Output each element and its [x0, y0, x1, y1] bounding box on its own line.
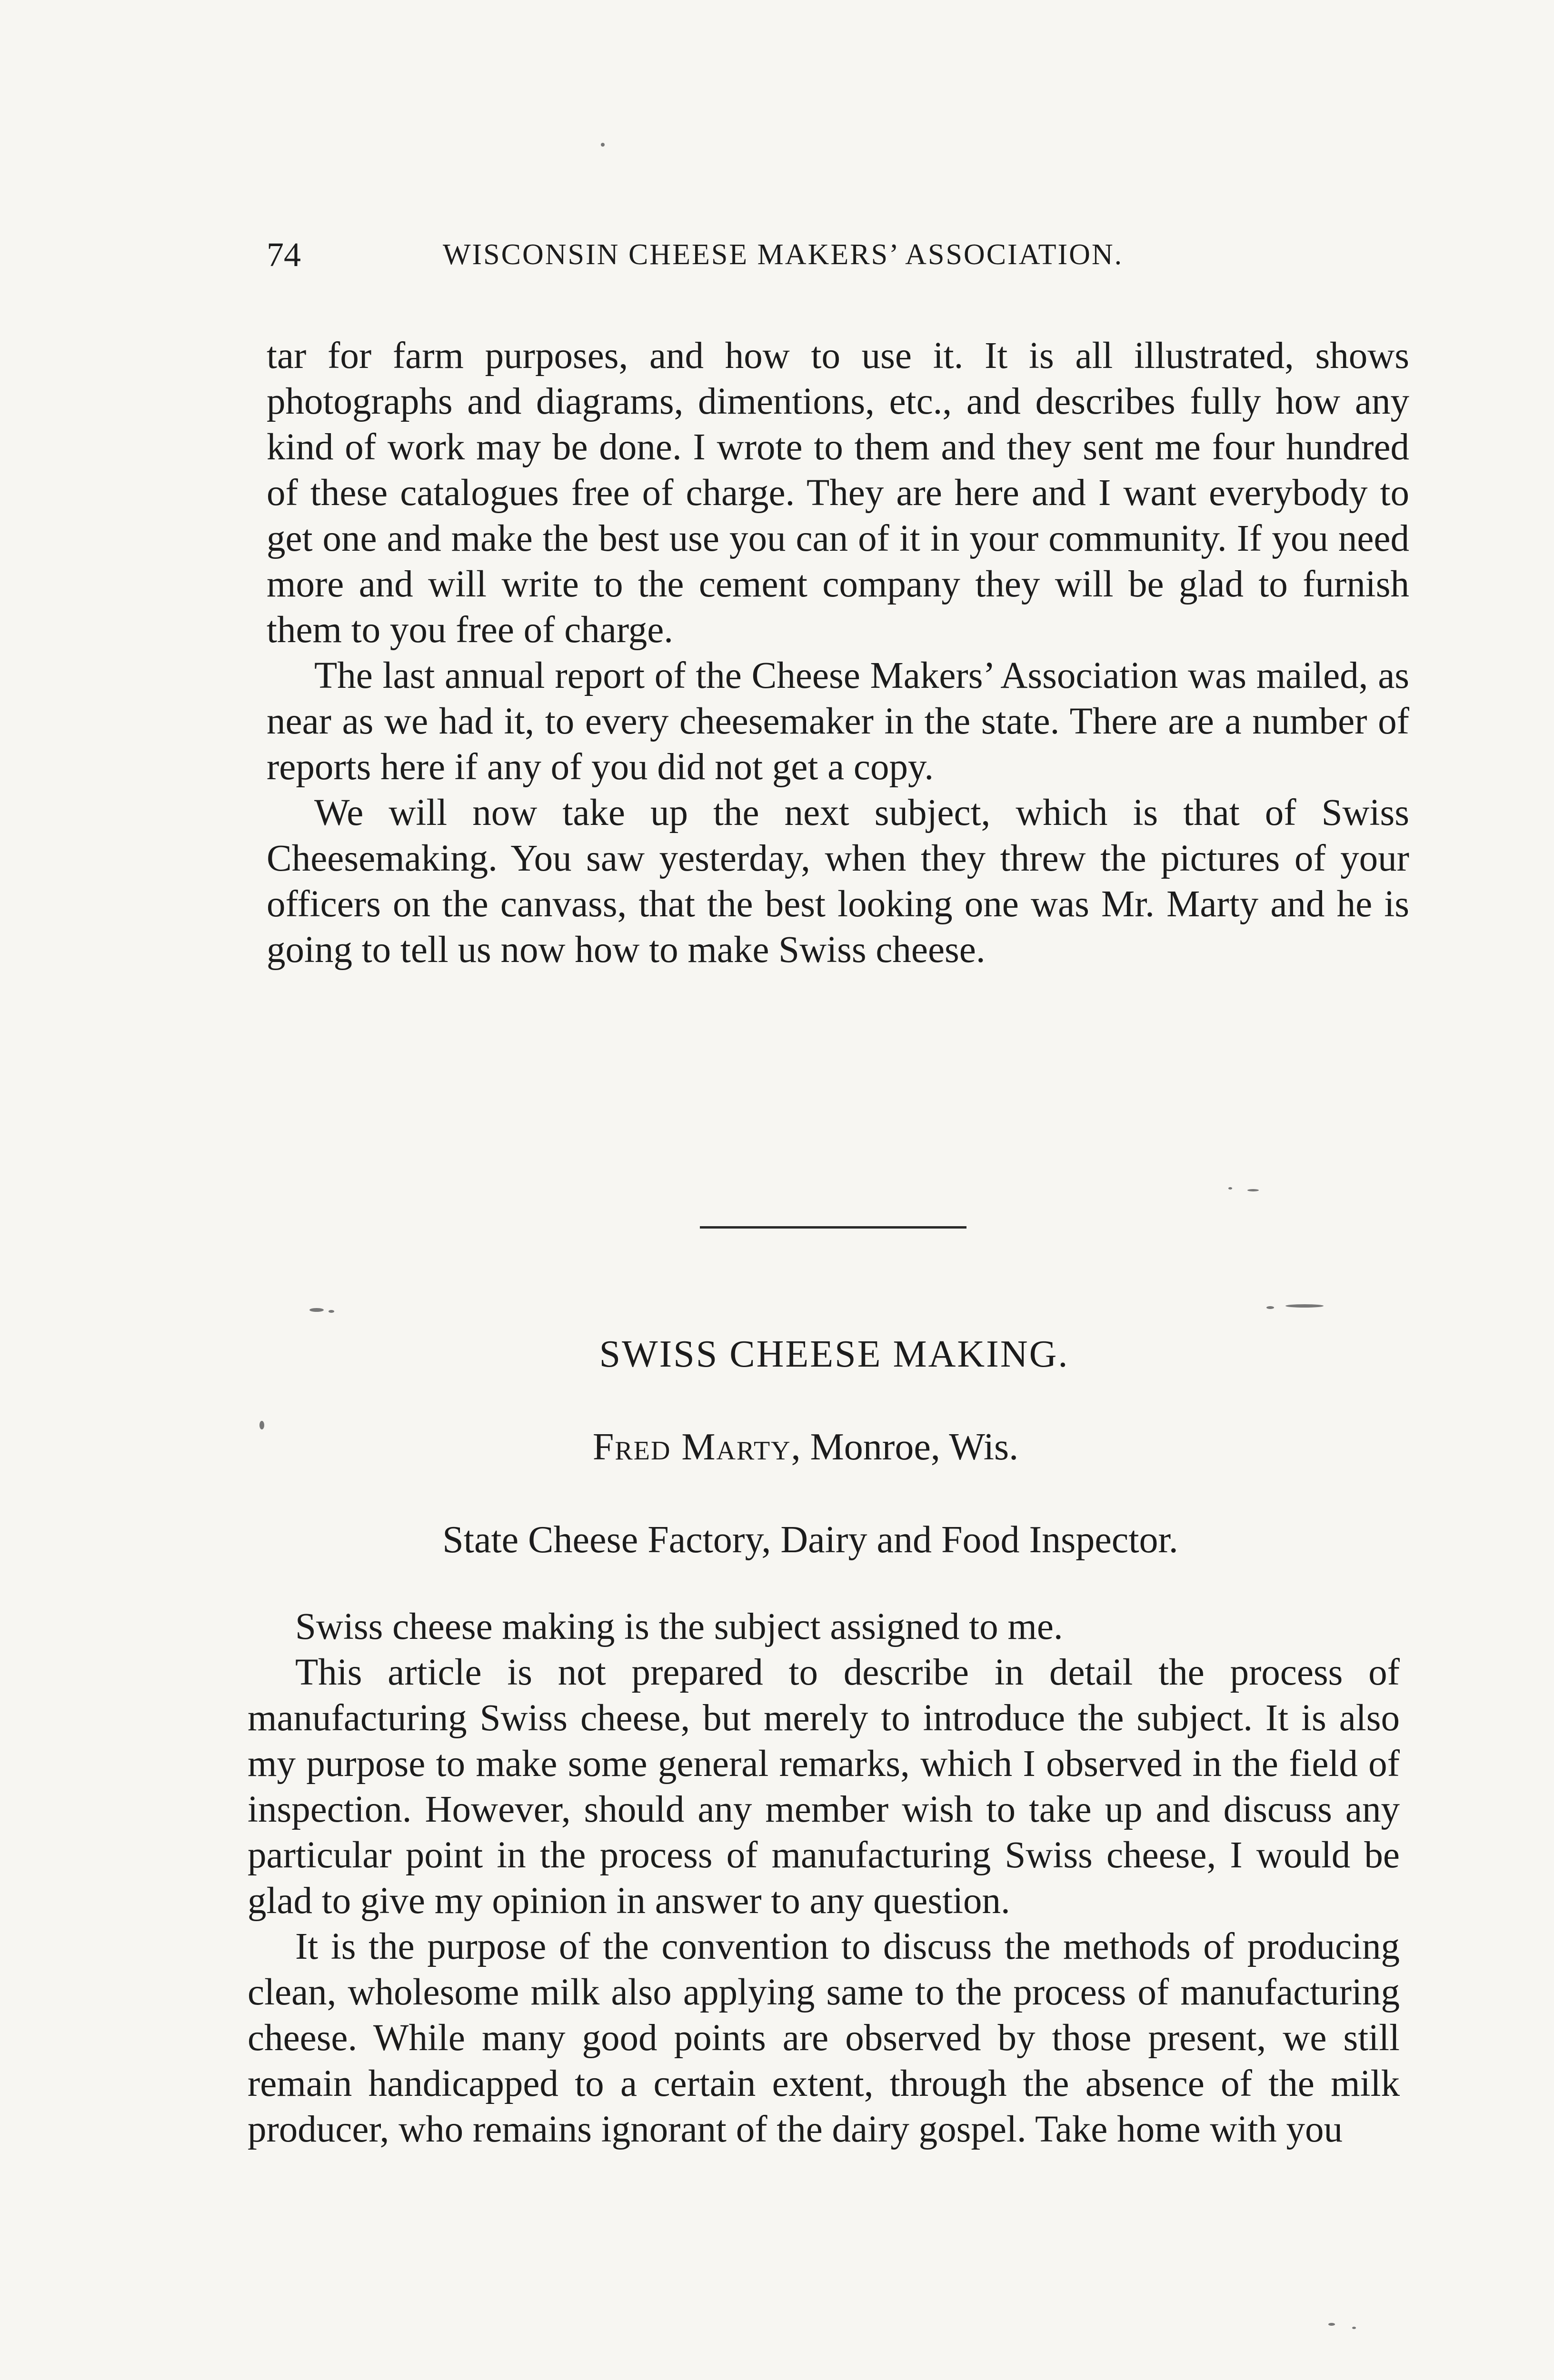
running-title: WISCONSIN CHEESE MAKERS’ ASSOCIATION. — [443, 238, 1124, 271]
paragraph: Swiss cheese making is the subject assigned to me. — [295, 1606, 1063, 1647]
section-divider — [700, 1226, 966, 1229]
paragraph: This article is not prepared to describe in detail the process of manufacturing Swiss cheese, but merely to introduce the subject. It is also my purpose to make some general remarks, which I observed in the field of inspection. However, should any member wish to take up and discuss any particular point in the process of manufacturing Swiss cheese, I would be glad to give my opinion in answer to any question. — [248, 1652, 1400, 1922]
paragraph: The last annual report of the Cheese Makers’ Association was mailed, as near as we had it, to every cheesemaker in the state. There are a number of reports here if any of you did not get a copy. — [267, 655, 1409, 788]
author-byline — [0, 1421, 1554, 1473]
section-title: SWISS CHEESE MAKING. — [599, 1333, 1069, 1375]
author-name: Fred Marty — [592, 1426, 791, 1468]
author-title: State Cheese Factory, Dairy and Food Inspector. — [442, 1519, 1178, 1561]
paragraph: It is the purpose of the convention to discuss the methods of producing clean, wholesome milk also applying same to the process of manufacturing cheese. While many good points are observed by those present, we still remain handicapped to a certain extent, through the absence of the milk producer, who remains ignorant of the dairy gospel. Take home with you — [248, 1926, 1400, 2150]
page-number: 74 — [267, 236, 301, 274]
article-text — [248, 1604, 1400, 2152]
paragraph: tar for farm purposes, and how to use it. It is all illustrated, shows photographs and diagrams, dimentions, etc., and describes fully how any kind of work may be done. I wrote to them and they sent me four hundred of these catalogues free of charge. They are here and I want everybody to get one and make the best use you can of it in your community. If you need more and will write to the cement company they will be glad to furnish them to you free of charge. — [267, 335, 1409, 651]
author-location: , Monroe, Wis. — [791, 1426, 1019, 1468]
running-header — [267, 228, 1281, 281]
paragraph: We will now take up the next subject, which is that of Swiss Cheesemaking. You saw yesterday, when they threw the pictures of your officers on the canvass, that the best looking one was Mr. Marty and he is going to tell us now how to make Swiss cheese. — [267, 792, 1409, 971]
intro-text — [267, 333, 1409, 973]
